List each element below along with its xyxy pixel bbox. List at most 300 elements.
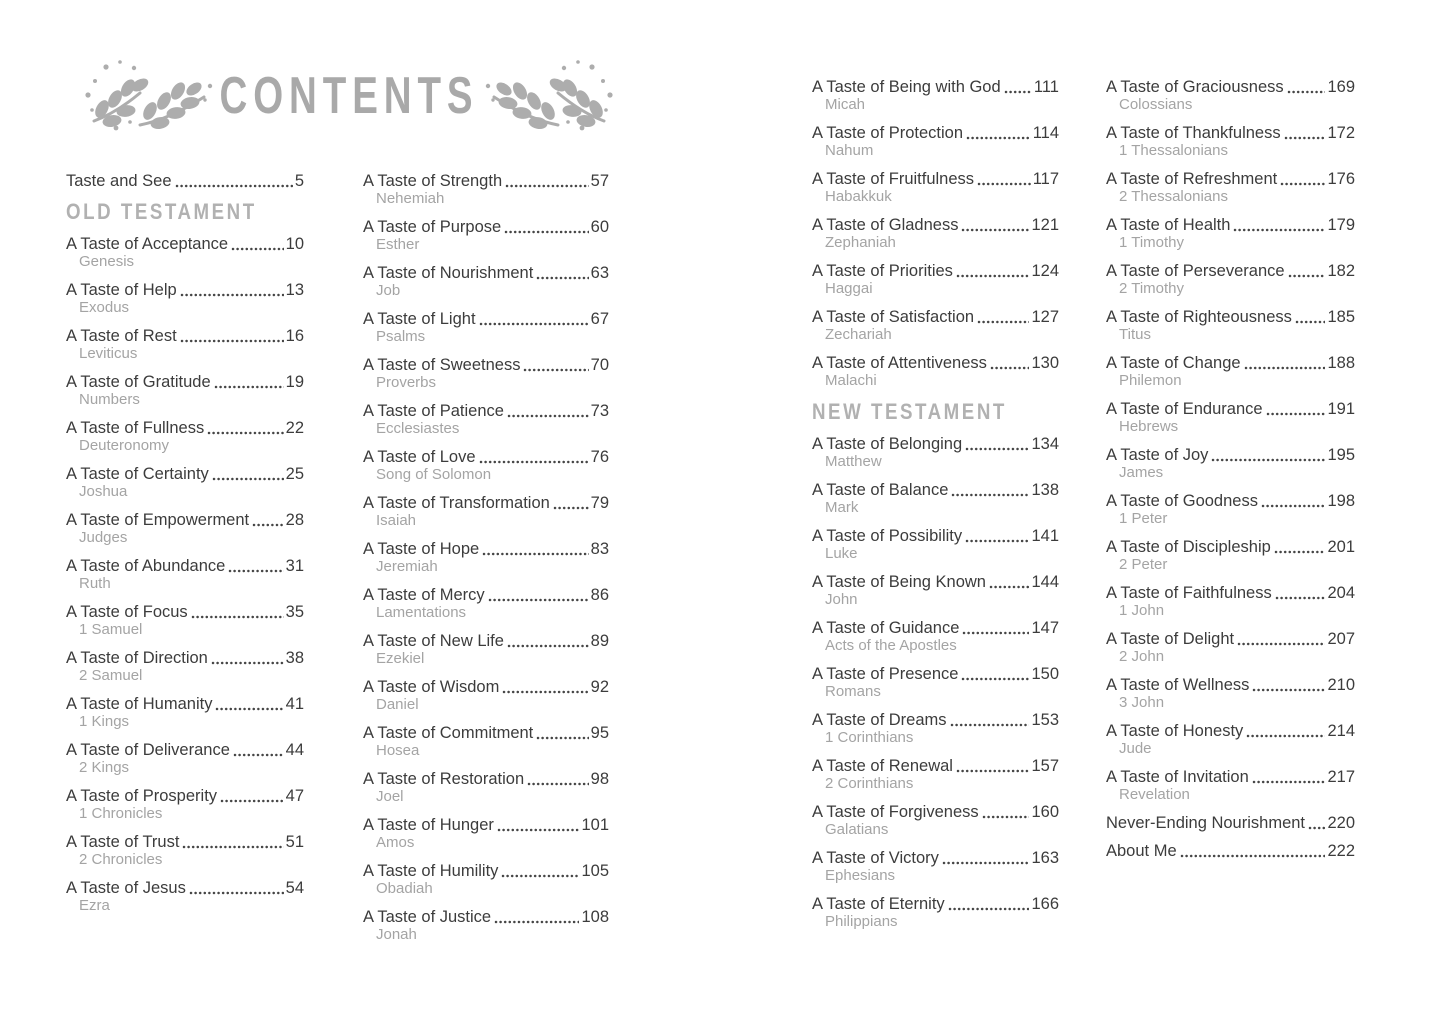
dot-leader xyxy=(1252,780,1326,784)
toc-entry-line xyxy=(812,216,1059,234)
entry-page-number: 63 xyxy=(590,264,609,282)
toc-entry[interactable] xyxy=(1106,354,1355,390)
toc-entry[interactable] xyxy=(1106,492,1355,528)
dot-leader xyxy=(553,506,589,510)
entry-page-number: 207 xyxy=(1327,630,1355,648)
entry-title: A Taste of Perseverance xyxy=(1106,262,1285,280)
dot-leader xyxy=(215,707,283,711)
dot-leader xyxy=(965,447,1029,451)
entry-page-number: 28 xyxy=(285,511,304,529)
entry-title: A Taste of Dreams xyxy=(812,711,947,729)
dot-leader xyxy=(977,182,1031,186)
toc-entry[interactable] xyxy=(1106,400,1355,436)
toc-entry[interactable] xyxy=(363,586,609,622)
entry-page-number: 172 xyxy=(1327,124,1355,142)
entry-subtitle: 1 Samuel xyxy=(79,621,143,638)
entry-page-number: 176 xyxy=(1327,170,1355,188)
dot-leader xyxy=(1244,366,1326,370)
dot-leader xyxy=(1274,550,1326,554)
toc-entry[interactable] xyxy=(1106,308,1355,344)
entry-subtitle: 1 Corinthians xyxy=(825,729,914,746)
toc-entry[interactable] xyxy=(812,262,1059,298)
dot-leader xyxy=(252,523,284,527)
entry-title: A Taste of Purpose xyxy=(363,218,502,236)
dot-leader xyxy=(228,569,283,573)
entry-title: Never-Ending Nourishment xyxy=(1106,814,1306,832)
entry-subtitle: Galatians xyxy=(825,821,889,838)
entry-subtitle: Psalms xyxy=(376,328,426,345)
dot-leader xyxy=(207,431,283,435)
dot-leader xyxy=(961,677,1029,681)
entry-title: A Taste of Gratitude xyxy=(66,373,211,391)
entry-title: Taste and See xyxy=(66,172,172,190)
entry-title: A Taste of Love xyxy=(363,448,476,466)
toc-entry-line xyxy=(363,816,609,834)
entry-page-number: 138 xyxy=(1031,481,1059,499)
toc-entry[interactable] xyxy=(363,310,609,346)
toc-entry[interactable] xyxy=(363,862,609,898)
entry-title: A Taste of Eternity xyxy=(812,895,945,913)
toc-entry-line xyxy=(363,264,609,282)
dot-leader xyxy=(1287,90,1326,94)
toc-entry-line xyxy=(363,448,609,466)
entry-page-number: 153 xyxy=(1031,711,1059,729)
toc-entry[interactable] xyxy=(363,172,609,208)
entry-subtitle: Micah xyxy=(825,96,866,113)
toc-entry-line xyxy=(66,373,304,391)
dot-leader xyxy=(951,493,1029,497)
toc-entry[interactable] xyxy=(363,448,609,484)
toc-entry[interactable] xyxy=(363,218,609,254)
toc-entry[interactable] xyxy=(66,879,304,915)
entry-title: A Taste of Justice xyxy=(363,908,492,926)
entry-subtitle: Job xyxy=(376,282,401,299)
toc-entry[interactable] xyxy=(812,308,1059,344)
toc-entry[interactable] xyxy=(812,665,1059,701)
entry-subtitle: Zechariah xyxy=(825,326,892,343)
entry-title: A Taste of New Life xyxy=(363,632,504,650)
entry-page-number: 198 xyxy=(1327,492,1355,510)
toc-entry-line xyxy=(812,619,1059,637)
toc-entry[interactable] xyxy=(812,619,1059,655)
dot-leader xyxy=(1284,136,1326,140)
dot-leader xyxy=(948,907,1030,911)
toc-entry[interactable] xyxy=(812,78,1059,114)
toc-entry[interactable] xyxy=(1106,630,1355,666)
leaf-ornament-left-icon xyxy=(82,55,218,137)
entry-subtitle: Habakkuk xyxy=(825,188,892,205)
toc-entry[interactable] xyxy=(1106,842,1355,860)
toc-entry-line xyxy=(66,235,304,253)
dot-leader xyxy=(1275,596,1326,600)
toc-entry[interactable] xyxy=(363,770,609,806)
entry-title: A Taste of Acceptance xyxy=(66,235,229,253)
entry-title: A Taste of Health xyxy=(1106,216,1231,234)
entry-page-number: 95 xyxy=(590,724,609,742)
toc-entry[interactable] xyxy=(66,649,304,685)
toc-entry[interactable] xyxy=(66,419,304,455)
dot-leader xyxy=(214,385,284,389)
dot-leader xyxy=(494,920,579,924)
entry-title: A Taste of Wisdom xyxy=(363,678,500,696)
entry-subtitle: 2 Samuel xyxy=(79,667,143,684)
dot-leader xyxy=(1266,412,1326,416)
toc-entry[interactable] xyxy=(363,678,609,714)
entry-page-number: 204 xyxy=(1327,584,1355,602)
toc-entry[interactable] xyxy=(66,557,304,593)
dot-leader xyxy=(501,874,579,878)
entry-page-number: 114 xyxy=(1032,124,1059,142)
entry-page-number: 92 xyxy=(590,678,609,696)
dot-leader xyxy=(1004,90,1032,94)
entry-subtitle: Obadiah xyxy=(376,880,433,897)
toc-entry[interactable] xyxy=(363,264,609,300)
entry-page-number: 121 xyxy=(1031,216,1059,234)
entry-title: A Taste of Transformation xyxy=(363,494,550,512)
entry-title: A Taste of Joy xyxy=(1106,446,1209,464)
dot-leader xyxy=(982,815,1030,819)
entry-subtitle: Ruth xyxy=(79,575,111,592)
toc-entry-line xyxy=(66,879,304,897)
toc-entry[interactable] xyxy=(66,327,304,363)
toc-entry-line xyxy=(363,586,609,604)
entry-title: A Taste of Possibility xyxy=(812,527,963,545)
toc-entry[interactable] xyxy=(363,724,609,760)
entry-title: A Taste of Belonging xyxy=(812,435,963,453)
toc-entry[interactable] xyxy=(812,481,1059,517)
toc-entry[interactable] xyxy=(812,757,1059,793)
entry-page-number: 54 xyxy=(285,879,304,897)
toc-entry-line xyxy=(812,803,1059,821)
toc-entry-line xyxy=(812,262,1059,280)
leaf-ornament-right-icon xyxy=(480,55,616,137)
dot-leader xyxy=(966,136,1031,140)
entry-subtitle: Joel xyxy=(376,788,404,805)
toc-entry[interactable] xyxy=(812,803,1059,839)
entry-subtitle: 2 Corinthians xyxy=(825,775,914,792)
entry-page-number: 10 xyxy=(285,235,304,253)
entry-subtitle: Judges xyxy=(79,529,128,546)
entry-page-number: 188 xyxy=(1327,354,1355,372)
entry-title: A Taste of Focus xyxy=(66,603,188,621)
entry-subtitle: Hebrews xyxy=(1119,418,1179,435)
entry-page-number: 79 xyxy=(590,494,609,512)
entry-subtitle: Genesis xyxy=(79,253,135,270)
toc-entry-line xyxy=(1106,78,1355,96)
entry-page-number: 163 xyxy=(1031,849,1059,867)
entry-title: A Taste of Attentiveness xyxy=(812,354,987,372)
entry-title: A Taste of Deliverance xyxy=(66,741,230,759)
entry-page-number: 60 xyxy=(590,218,609,236)
toc-entry[interactable] xyxy=(812,354,1059,390)
toc-entry[interactable] xyxy=(66,833,304,869)
entry-title: A Taste of Priorities xyxy=(812,262,953,280)
toc-entry[interactable] xyxy=(812,895,1059,931)
dot-leader xyxy=(990,366,1030,370)
toc-entry[interactable] xyxy=(1106,170,1355,206)
dot-leader xyxy=(977,320,1029,324)
entry-page-number: 5 xyxy=(294,172,304,190)
toc-entry-line xyxy=(812,711,1059,729)
entry-title: A Taste of Mercy xyxy=(363,586,485,604)
toc-entry-line xyxy=(66,833,304,851)
entry-page-number: 31 xyxy=(285,557,304,575)
toc-entry-line xyxy=(363,218,609,236)
toc-entry-line xyxy=(363,862,609,880)
dot-leader xyxy=(233,753,284,757)
entry-title: A Taste of Sweetness xyxy=(363,356,521,374)
entry-subtitle: Zephaniah xyxy=(825,234,896,251)
entry-page-number: 147 xyxy=(1031,619,1059,637)
toc-entry[interactable] xyxy=(1106,814,1355,832)
entry-subtitle: Mark xyxy=(825,499,859,516)
dot-leader xyxy=(211,661,284,665)
toc-entry-line xyxy=(66,603,304,621)
toc-entry[interactable] xyxy=(1106,722,1355,758)
toc-entry[interactable] xyxy=(363,494,609,530)
entry-title: A Taste of Righteousness xyxy=(1106,308,1292,326)
toc-entry[interactable] xyxy=(363,356,609,392)
toc-column-4 xyxy=(1106,78,1355,870)
toc-entry-line xyxy=(1106,538,1355,556)
toc-entry[interactable] xyxy=(1106,676,1355,712)
entry-title: A Taste of Discipleship xyxy=(1106,538,1271,556)
dot-leader xyxy=(1252,688,1325,692)
entry-page-number: 22 xyxy=(285,419,304,437)
toc-entry[interactable] xyxy=(363,540,609,576)
entry-title: A Taste of Balance xyxy=(812,481,949,499)
entry-title: A Taste of Being with God xyxy=(812,78,1001,96)
entry-subtitle: Hosea xyxy=(376,742,420,759)
toc-entry[interactable] xyxy=(1106,584,1355,620)
dot-leader xyxy=(961,228,1029,232)
toc-entry-line xyxy=(363,678,609,696)
entry-subtitle: Deuteronomy xyxy=(79,437,170,454)
entry-subtitle: Ephesians xyxy=(825,867,896,884)
toc-entry[interactable] xyxy=(66,787,304,823)
dot-leader xyxy=(536,276,588,280)
dot-leader xyxy=(1295,320,1326,324)
entry-page-number: 117 xyxy=(1032,170,1059,188)
toc-entry[interactable] xyxy=(812,216,1059,252)
toc-entry[interactable] xyxy=(812,527,1059,563)
entry-title: A Taste of Endurance xyxy=(1106,400,1263,418)
entry-page-number: 214 xyxy=(1327,722,1355,740)
toc-entry[interactable] xyxy=(66,741,304,777)
entry-subtitle: Acts of the Apostles xyxy=(825,637,957,654)
toc-entry-line xyxy=(1106,630,1355,648)
entry-page-number: 13 xyxy=(285,281,304,299)
dot-leader xyxy=(1288,274,1326,278)
toc-entry[interactable] xyxy=(1106,768,1355,804)
entry-title: A Taste of Victory xyxy=(812,849,939,867)
entry-title: A Taste of Hunger xyxy=(363,816,494,834)
entry-subtitle: Revelation xyxy=(1119,786,1190,803)
entry-page-number: 57 xyxy=(590,172,609,190)
dot-leader xyxy=(1233,228,1325,232)
entry-page-number: 25 xyxy=(285,465,304,483)
entry-page-number: 47 xyxy=(285,787,304,805)
entry-page-number: 98 xyxy=(590,770,609,788)
toc-entry-line xyxy=(66,557,304,575)
toc-entry-line xyxy=(812,895,1059,913)
entry-title: A Taste of Fruitfulness xyxy=(812,170,975,188)
toc-entry[interactable] xyxy=(812,849,1059,885)
entry-page-number: 67 xyxy=(590,310,609,328)
entry-page-number: 38 xyxy=(285,649,304,667)
toc-entry-line xyxy=(363,402,609,420)
page-title: CONTENTS xyxy=(219,67,479,125)
entry-title: A Taste of Rest xyxy=(66,327,177,345)
entry-title: A Taste of Abundance xyxy=(66,557,226,575)
entry-subtitle: Joshua xyxy=(79,483,128,500)
entry-page-number: 111 xyxy=(1033,78,1059,96)
toc-entry[interactable] xyxy=(812,435,1059,471)
toc-entry-line xyxy=(1106,124,1355,142)
toc-entry[interactable] xyxy=(66,235,304,271)
toc-entry[interactable] xyxy=(66,373,304,409)
toc-entry[interactable] xyxy=(66,695,304,731)
dot-leader xyxy=(1308,826,1325,830)
toc-entry[interactable] xyxy=(812,170,1059,206)
dot-leader xyxy=(220,799,284,803)
entry-subtitle: 2 Peter xyxy=(1119,556,1168,573)
toc-entry-line xyxy=(812,757,1059,775)
entry-title: A Taste of Humility xyxy=(363,862,499,880)
toc-entry[interactable] xyxy=(1106,216,1355,252)
entry-subtitle: 1 Thessalonians xyxy=(1119,142,1228,159)
entry-subtitle: 2 Chronicles xyxy=(79,851,163,868)
entry-page-number: 76 xyxy=(590,448,609,466)
entry-subtitle: Jonah xyxy=(376,926,417,943)
entry-page-number: 160 xyxy=(1031,803,1059,821)
entry-title: A Taste of Nourishment xyxy=(363,264,534,282)
entry-title: A Taste of Empowerment xyxy=(66,511,250,529)
toc-entry[interactable] xyxy=(812,711,1059,747)
dot-leader xyxy=(180,293,284,297)
toc-entry-line xyxy=(812,354,1059,372)
toc-entry-line xyxy=(1106,722,1355,740)
dot-leader xyxy=(1280,182,1325,186)
toc-entry[interactable] xyxy=(363,632,609,668)
toc-entry[interactable] xyxy=(66,465,304,501)
toc-entry-line xyxy=(66,327,304,345)
entry-subtitle: Philippians xyxy=(825,913,898,930)
toc-entry[interactable] xyxy=(66,511,304,547)
toc-entry-line xyxy=(66,465,304,483)
entry-subtitle: Isaiah xyxy=(376,512,417,529)
entry-subtitle: 3 John xyxy=(1119,694,1165,711)
entry-page-number: 201 xyxy=(1327,538,1355,556)
toc-entry[interactable] xyxy=(363,816,609,852)
entry-page-number: 108 xyxy=(581,908,609,926)
dot-leader xyxy=(175,184,293,188)
toc-entry[interactable] xyxy=(1106,124,1355,160)
toc-entry[interactable] xyxy=(66,603,304,639)
entry-subtitle: 1 Timothy xyxy=(1119,234,1185,251)
dot-leader xyxy=(1180,854,1326,858)
entry-page-number: 179 xyxy=(1327,216,1355,234)
entry-subtitle: 2 Kings xyxy=(79,759,130,776)
entry-page-number: 51 xyxy=(285,833,304,851)
dot-leader xyxy=(502,690,588,694)
entry-title: A Taste of Renewal xyxy=(812,757,953,775)
dot-leader xyxy=(180,339,284,343)
entry-title: A Taste of Being Known xyxy=(812,573,986,591)
toc-entry-line xyxy=(1106,446,1355,464)
entry-subtitle: Leviticus xyxy=(79,345,138,362)
entry-title: A Taste of Commitment xyxy=(363,724,534,742)
entry-title: A Taste of Protection xyxy=(812,124,964,142)
toc-entry[interactable] xyxy=(363,402,609,438)
dot-leader xyxy=(182,845,283,849)
dot-leader xyxy=(1261,504,1326,508)
entry-subtitle: Malachi xyxy=(825,372,877,389)
entry-page-number: 16 xyxy=(285,327,304,345)
entry-page-number: 134 xyxy=(1031,435,1059,453)
section-header xyxy=(66,200,304,224)
entry-subtitle: Colossians xyxy=(1119,96,1193,113)
entry-subtitle: 1 Chronicles xyxy=(79,805,163,822)
entry-subtitle: 1 Peter xyxy=(1119,510,1168,527)
entry-subtitle: Lamentations xyxy=(376,604,467,621)
toc-entry[interactable] xyxy=(1106,78,1355,114)
toc-entry[interactable] xyxy=(1106,262,1355,298)
entry-page-number: 124 xyxy=(1031,262,1059,280)
entry-page-number: 41 xyxy=(285,695,304,713)
dot-leader xyxy=(191,615,284,619)
entry-subtitle: Proverbs xyxy=(376,374,437,391)
toc-column-3 xyxy=(812,78,1059,941)
entry-title: A Taste of Guidance xyxy=(812,619,960,637)
dot-leader xyxy=(505,184,589,188)
toc-entry-line xyxy=(1106,354,1355,372)
entry-page-number: 157 xyxy=(1031,757,1059,775)
toc-entry[interactable] xyxy=(812,124,1059,160)
entry-title: A Taste of Faithfulness xyxy=(1106,584,1272,602)
dot-leader xyxy=(507,644,589,648)
entry-title: A Taste of Fullness xyxy=(66,419,205,437)
dot-leader xyxy=(989,585,1029,589)
toc-entry-line xyxy=(1106,814,1355,832)
entry-title: A Taste of Hope xyxy=(363,540,480,558)
entry-subtitle: Matthew xyxy=(825,453,882,470)
toc-entry-line xyxy=(812,527,1059,545)
toc-entry-line xyxy=(1106,400,1355,418)
dot-leader xyxy=(523,368,588,372)
toc-entry[interactable] xyxy=(66,172,304,190)
entry-page-number: 44 xyxy=(285,741,304,759)
toc-entry[interactable] xyxy=(66,281,304,317)
toc-entry-line xyxy=(1106,308,1355,326)
toc-entry[interactable] xyxy=(812,573,1059,609)
toc-entry-line xyxy=(363,540,609,558)
entry-title: A Taste of Gladness xyxy=(812,216,959,234)
entry-subtitle: 1 John xyxy=(1119,602,1165,619)
entry-title: A Taste of Change xyxy=(1106,354,1241,372)
toc-entry-line xyxy=(363,908,609,926)
toc-entry-line xyxy=(363,356,609,374)
toc-entry[interactable] xyxy=(1106,446,1355,482)
toc-entry-line xyxy=(66,511,304,529)
toc-entry-line xyxy=(66,172,304,190)
entry-page-number: 105 xyxy=(581,862,609,880)
toc-entry[interactable] xyxy=(1106,538,1355,574)
entry-page-number: 222 xyxy=(1327,842,1355,860)
entry-title: A Taste of Satisfaction xyxy=(812,308,975,326)
entry-title: A Taste of Light xyxy=(363,310,476,328)
toc-entry[interactable] xyxy=(363,908,609,944)
